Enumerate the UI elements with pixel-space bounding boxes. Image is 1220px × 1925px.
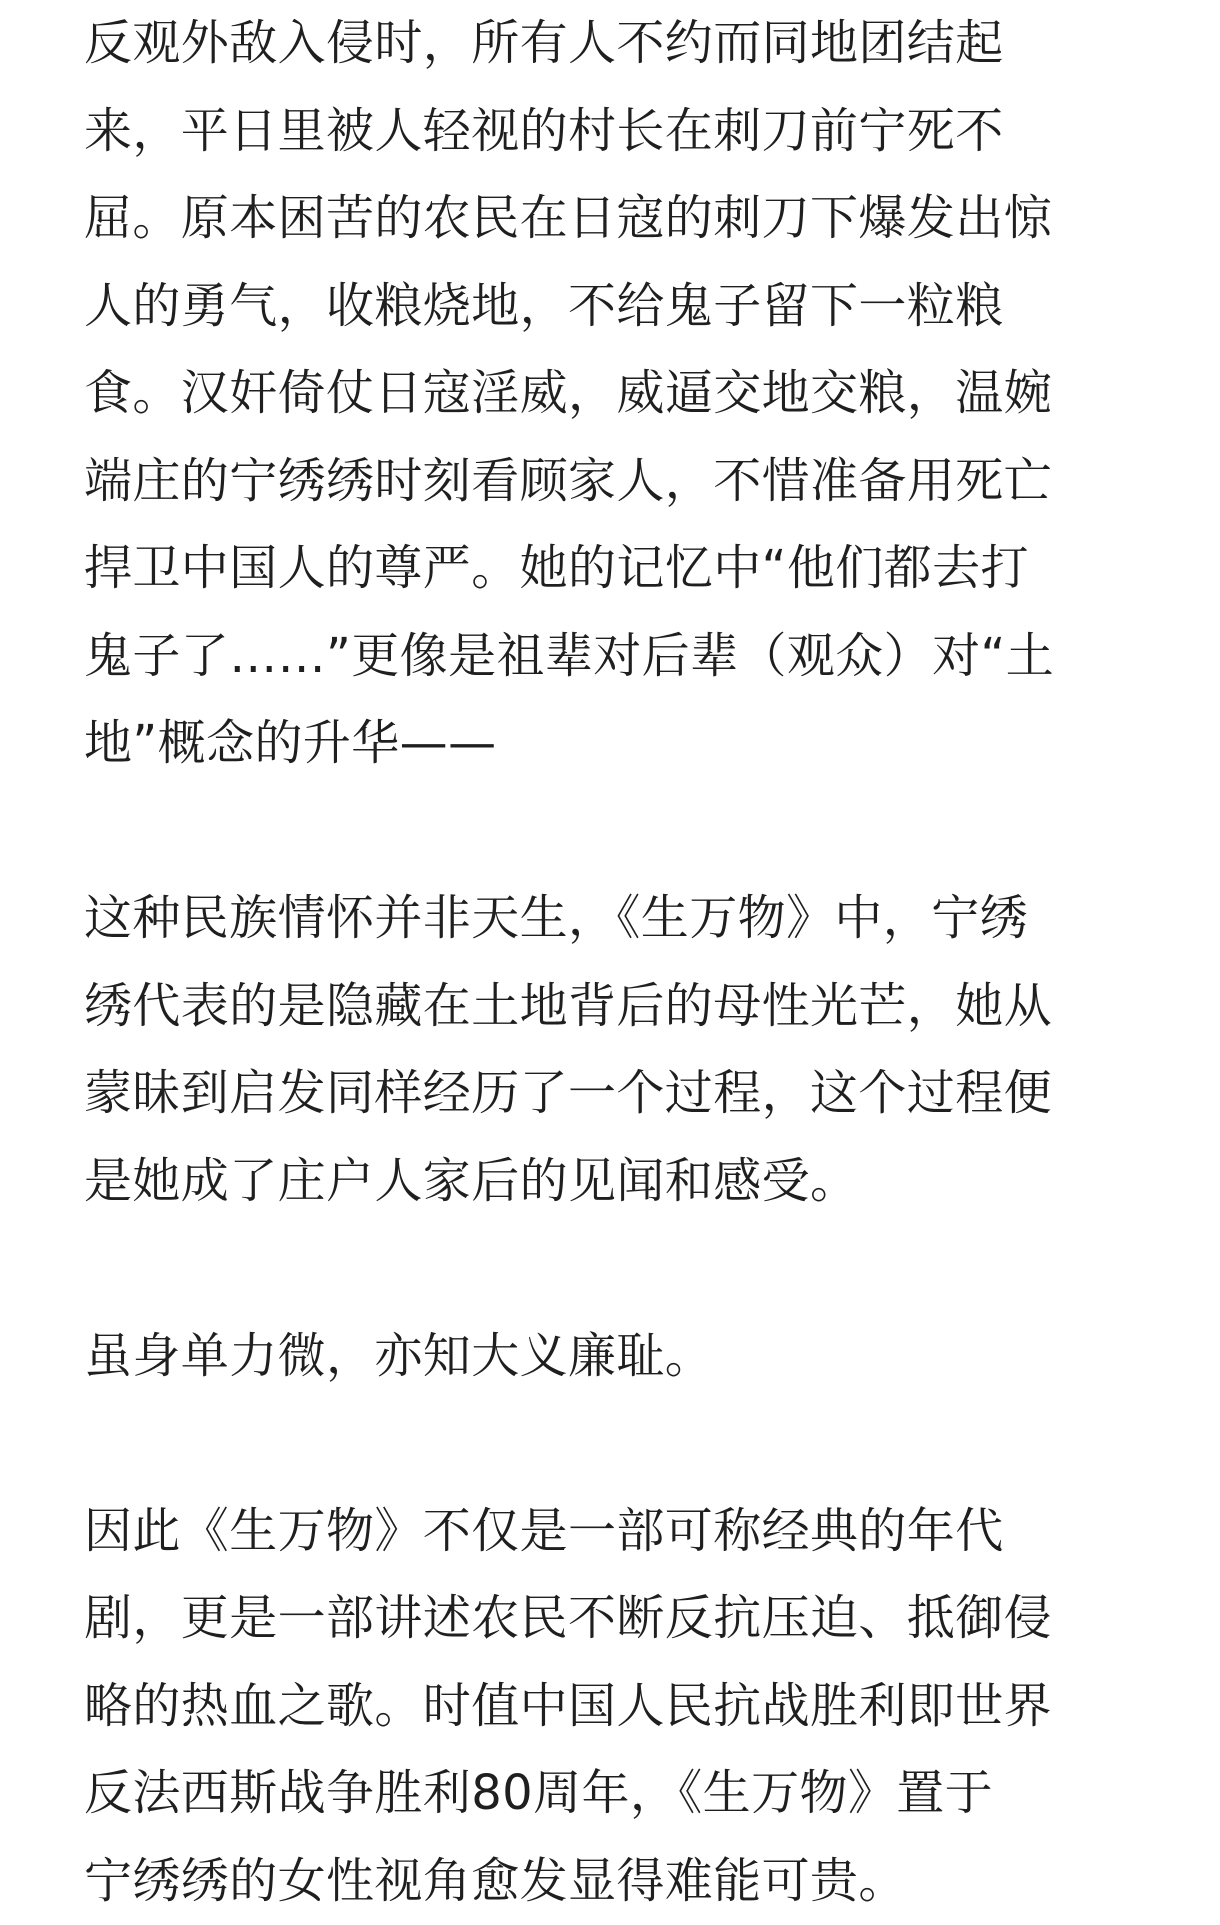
- paragraph-4: [84, 1488, 1144, 1925]
- text-line: 地”概念的升华——: [84, 700, 1144, 788]
- paragraph-2: [84, 875, 1144, 1225]
- article-body: [84, 0, 1144, 1925]
- text-line: 是她成了庄户人家后的见闻和感受。: [84, 1138, 1144, 1226]
- text-line: 食。汉奸倚仗日寇淫威，威逼交地交粮，温婉: [84, 350, 1144, 438]
- paragraph-1: [84, 0, 1144, 788]
- paragraph-spacer: [84, 1400, 1144, 1488]
- text-line: 绣代表的是隐藏在土地背后的母性光芒，她从: [84, 963, 1144, 1051]
- text-line: 略的热血之歌。时值中国人民抗战胜利即世界: [84, 1663, 1144, 1751]
- text-line: 捍卫中国人的尊严。她的记忆中“他们都去打: [84, 525, 1144, 613]
- text-line: 来，平日里被人轻视的村长在刺刀前宁死不: [84, 88, 1144, 176]
- paragraph-spacer: [84, 788, 1144, 876]
- text-line: 蒙昧到启发同样经历了一个过程，这个过程便: [84, 1050, 1144, 1138]
- text-line: 反法西斯战争胜利80周年，《生万物》置于: [84, 1750, 1144, 1838]
- text-line: 屈。原本困苦的农民在日寇的刺刀下爆发出惊: [84, 175, 1144, 263]
- text-line: 剧，更是一部讲述农民不断反抗压迫、抵御侵: [84, 1575, 1144, 1663]
- text-line: 这种民族情怀并非天生，《生万物》中，宁绣: [84, 875, 1144, 963]
- paragraph-3: [84, 1313, 1144, 1401]
- text-line: 鬼子了……”更像是祖辈对后辈（观众）对“土: [84, 613, 1144, 701]
- text-line: 人的勇气，收粮烧地，不给鬼子留下一粒粮: [84, 263, 1144, 351]
- text-line: 端庄的宁绣绣时刻看顾家人，不惜准备用死亡: [84, 438, 1144, 526]
- paragraph-spacer: [84, 1225, 1144, 1313]
- text-line: 虽身单力微，亦知大义廉耻。: [84, 1313, 1144, 1401]
- text-line: 宁绣绣的女性视角愈发显得难能可贵。: [84, 1838, 1144, 1925]
- text-line: 反观外敌入侵时，所有人不约而同地团结起: [84, 0, 1144, 88]
- text-line: 因此《生万物》不仅是一部可称经典的年代: [84, 1488, 1144, 1576]
